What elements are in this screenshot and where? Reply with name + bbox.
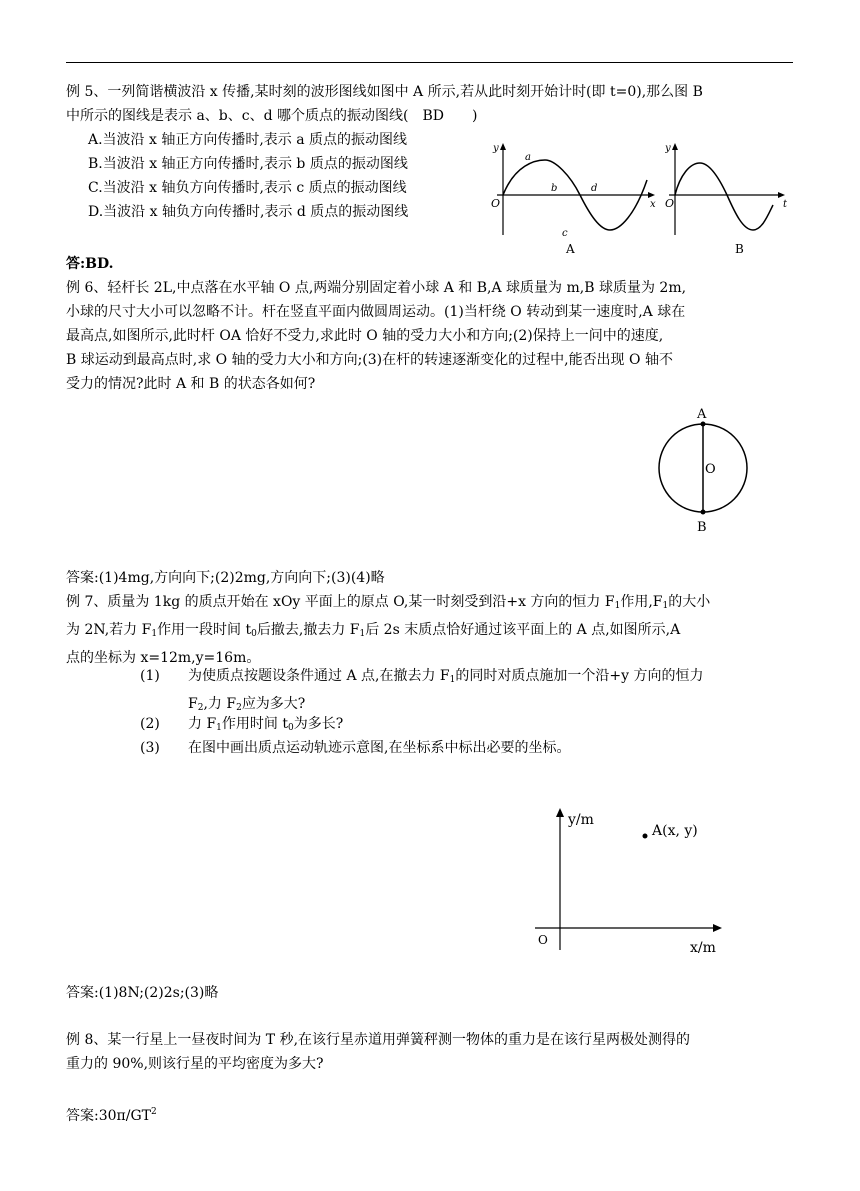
figa-point-d: d xyxy=(591,183,598,194)
figa-x-label: x xyxy=(650,199,656,210)
ex8-line1: 例 8、某一行星上一昼夜时间为 T 秒,在该行星赤道用弹簧秤测一物体的重力是在该行星两极处测得的 xyxy=(66,1032,691,1048)
ex7-origin: O xyxy=(538,933,548,947)
ex7-y-label: y/m xyxy=(568,812,594,828)
ex7-subq-1: (1) 为使质点按题设条件通过 A 点,在撤去力 $F_1$的同时对质点施加一个沿+y 方向的恒力 $F_2$,力 $F_2$应为多大? xyxy=(140,668,704,713)
figa-origin: O xyxy=(491,197,501,210)
ex6-line1: 例 6、轻杆长 2L,中点落在水平轴 O 点,两端分别固定着小球 A 和 B,A 球质量为 m,B 球质量为 2m, xyxy=(66,280,687,296)
ex6-figure xyxy=(650,400,760,540)
ex7-point-label: A(x, y) xyxy=(652,823,698,839)
ex5-answer: 答:BD. xyxy=(66,256,114,272)
ex6-label-o: O xyxy=(705,462,716,477)
ex7-subq-3: (3) 在图中画出质点运动轨迹示意图,在坐标系中标出必要的坐标。 xyxy=(140,740,571,756)
ex6-line5: 受力的情况?此时 A 和 B 的状态各如何? xyxy=(66,376,316,392)
ex7-line3: 点的坐标为 x=12m,y=16m。 xyxy=(66,650,261,666)
ex5-option-d: D.当波沿 x 轴负方向传播时,表示 d 质点的振动图线 xyxy=(88,204,409,220)
ex6-label-b: B xyxy=(697,520,707,535)
ex5-option-a: A.当波沿 x 轴正方向传播时,表示 a 质点的振动图线 xyxy=(88,132,408,148)
figa-point-a: a xyxy=(525,152,531,163)
ex7-line2: 为 2N,若力 $F_1$作用一段时间 $t_0$后撤去,撤去力 $F_1$后 2s 末质点恰好通过该平面上的 A 点,如图所示,A xyxy=(66,622,681,639)
ex6-line2: 小球的尺寸大小可以忽略不计。杆在竖直平面内做圆周运动。(1)当杆绕 O 转动到某一速度时,A 球在 xyxy=(66,304,686,320)
ex7-figure xyxy=(530,800,730,960)
figa-y-label: y xyxy=(493,143,499,154)
ex5-figure-a xyxy=(485,135,665,260)
figb-y-label: y xyxy=(665,143,671,154)
ex8-question xyxy=(66,1028,793,1076)
ex7-x-label: x/m xyxy=(690,940,716,956)
ex6-answer: 答案:(1)4mg,方向向下;(2)2mg,方向向下;(3)(4)略 xyxy=(66,570,385,586)
ex8-line2: 重力的 90%,则该行星的平均密度为多大? xyxy=(66,1056,324,1072)
ex5-question xyxy=(66,80,793,128)
ex6-line4: B 球运动到最高点时,求 O 轴的受力大小和方向;(3)在杆的转速逐渐变化的过程中,能否出现 O 轴不 xyxy=(66,352,673,368)
ex6-line3: 最高点,如图所示,此时杆 OA 恰好不受力,求此时 O 轴的受力大小和方向;(2)保持上一问中的速度, xyxy=(66,328,664,344)
figb-caption: B xyxy=(735,242,744,256)
ex7-answer: 答案:(1)8N;(2)2s;(3)略 xyxy=(66,985,219,1001)
ex5-option-b: B.当波沿 x 轴正方向传播时,表示 b 质点的振动图线 xyxy=(88,156,408,172)
ex5-line2: 中所示的图线是表示 a、b、c、d 哪个质点的振动图线( BD ) xyxy=(66,108,478,124)
ex7-question xyxy=(66,590,793,670)
ex5-figure-b xyxy=(665,135,795,260)
figb-t-label: t xyxy=(783,199,788,210)
header-rule xyxy=(66,62,793,63)
figa-point-b: b xyxy=(551,183,558,194)
ex7-line1: 例 7、质量为 1kg 的质点开始在 xOy 平面上的原点 O,某一时刻受到沿+x 方向的恒力 $F_1$作用$,F_1$的大小 xyxy=(66,594,711,611)
figa-caption: A xyxy=(566,242,575,256)
ex6-question xyxy=(66,276,793,396)
ex8-answer: 答案$:30\pi/GT^2$ xyxy=(66,1107,157,1124)
ex5-option-c: C.当波沿 x 轴负方向传播时,表示 c 质点的振动图线 xyxy=(88,180,407,196)
ex6-label-a: A xyxy=(697,407,707,422)
figa-point-c: c xyxy=(562,228,568,239)
figb-origin: O xyxy=(665,197,675,210)
ex5-line1: 例 5、一列简谐横波沿 x 传播,某时刻的波形图线如图中 A 所示,若从此时刻开始计时(即 t=0),那么图 B xyxy=(66,84,703,100)
ex7-subq-2: (2) 力 $F_1$作用时间 $t_0$为多长? xyxy=(140,716,344,733)
ex7-point-a xyxy=(643,834,648,839)
